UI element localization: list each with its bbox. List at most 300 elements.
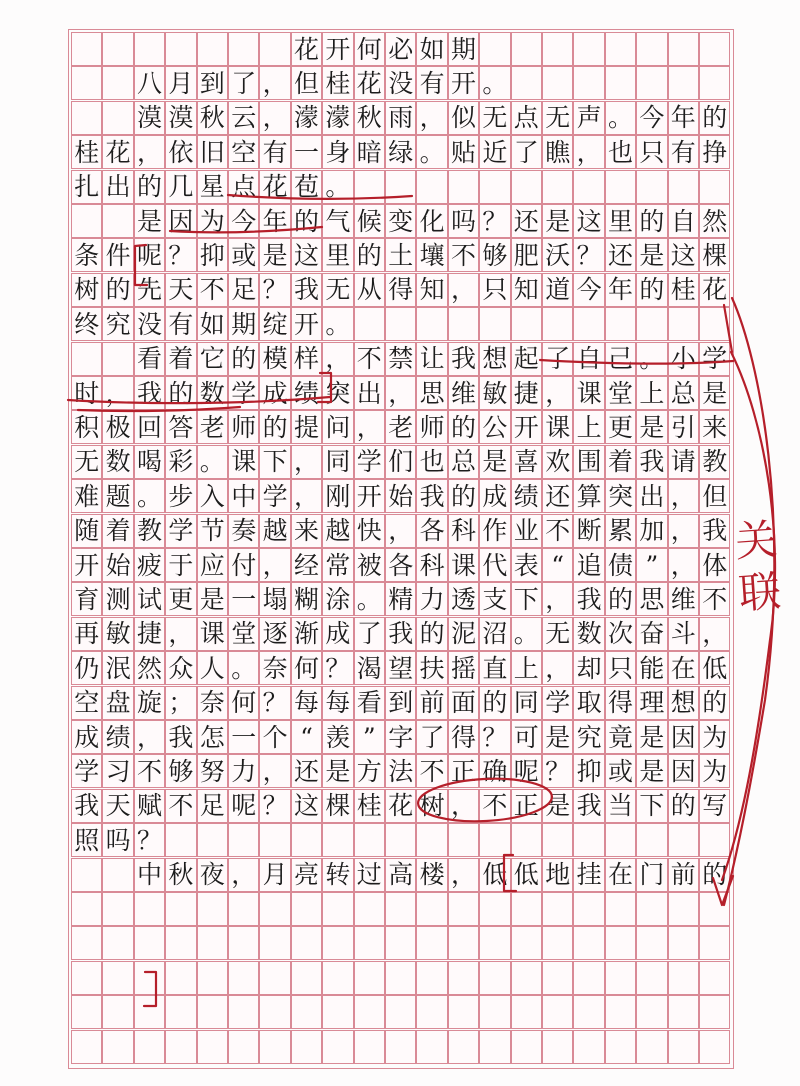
grid-cell	[197, 995, 228, 1029]
grid-cell	[416, 170, 447, 204]
grid-cell	[228, 823, 259, 857]
grid-cell	[511, 926, 542, 960]
grid-cell: 习	[102, 754, 133, 788]
grid-cell: ，	[542, 651, 573, 685]
grid-cell: 了	[354, 617, 385, 651]
grid-cell	[668, 926, 699, 960]
grid-cell: ，	[668, 479, 699, 513]
grid-cell: 问	[322, 410, 353, 444]
grid-row	[71, 479, 731, 513]
grid-cell	[511, 961, 542, 995]
grid-cell	[102, 995, 133, 1029]
grid-cell: 足	[228, 273, 259, 307]
grid-cell	[668, 892, 699, 926]
grid-cell: 人	[197, 651, 228, 685]
grid-cell: 出	[636, 479, 667, 513]
grid-cell: 为	[699, 754, 730, 788]
grid-cell: 学	[71, 754, 102, 788]
grid-row	[71, 754, 731, 788]
grid-cell: 科	[448, 514, 479, 548]
grid-cell	[699, 995, 730, 1029]
grid-cell	[448, 892, 479, 926]
grid-cell: 的	[354, 238, 385, 272]
grid-cell	[416, 1030, 447, 1064]
grid-cell: 抑	[197, 238, 228, 272]
grid-cell	[605, 66, 636, 100]
grid-cell	[165, 1030, 196, 1064]
grid-cell: 样	[291, 342, 322, 376]
grid-cell: 疲	[134, 548, 165, 582]
grid-cell: 引	[668, 410, 699, 444]
grid-cell: 众	[165, 651, 196, 685]
grid-cell: 的	[416, 617, 447, 651]
grid-cell: 。	[511, 617, 542, 651]
grid-cell	[699, 892, 730, 926]
grid-cell: 到	[385, 686, 416, 720]
grid-cell: 着	[605, 445, 636, 479]
grid-row	[71, 514, 731, 548]
grid-cell: 看	[134, 342, 165, 376]
grid-cell	[636, 1030, 667, 1064]
grid-cell: 数	[197, 376, 228, 410]
grid-cell: 提	[291, 410, 322, 444]
grid-cell	[542, 823, 573, 857]
grid-cell: 泥	[448, 617, 479, 651]
grid-row	[71, 170, 731, 204]
grid-cell: ，	[134, 135, 165, 169]
grid-cell: 依	[165, 135, 196, 169]
grid-cell: 成	[259, 376, 290, 410]
grid-cell	[134, 926, 165, 960]
grid-cell: 当	[605, 789, 636, 823]
grid-cell: 还	[291, 754, 322, 788]
grid-cell	[542, 1030, 573, 1064]
grid-cell	[605, 892, 636, 926]
grid-row	[71, 686, 731, 720]
grid-cell: 追	[573, 548, 604, 582]
grid-cell: 然	[134, 651, 165, 685]
grid-cell: ，	[385, 514, 416, 548]
grid-cell: 够	[165, 754, 196, 788]
grid-cell: 因	[668, 720, 699, 754]
grid-row	[71, 1030, 731, 1064]
grid-cell: 喜	[511, 445, 542, 479]
grid-cell: 还	[542, 479, 573, 513]
grid-cell: 。	[197, 445, 228, 479]
grid-cell: 还	[605, 238, 636, 272]
grid-cell: 开	[354, 479, 385, 513]
grid-cell: ？	[322, 651, 353, 685]
grid-cell: 沃	[542, 238, 573, 272]
grid-cell: 花	[385, 789, 416, 823]
grid-cell	[668, 307, 699, 341]
grid-row	[71, 204, 731, 238]
grid-cell: ，	[259, 66, 290, 100]
grid-cell: 学	[354, 445, 385, 479]
grid-row	[71, 32, 731, 66]
grid-cell: 高	[385, 858, 416, 892]
grid-cell: ，	[542, 376, 573, 410]
grid-cell: 债	[605, 548, 636, 582]
grid-cell: 各	[385, 548, 416, 582]
grid-cell	[542, 32, 573, 66]
grid-cell: 学	[259, 479, 290, 513]
grid-cell: ，	[699, 617, 730, 651]
grid-cell: 同	[511, 686, 542, 720]
grid-cell	[322, 823, 353, 857]
grid-cell: 的	[134, 170, 165, 204]
grid-cell: 想	[668, 686, 699, 720]
grid-cell	[573, 66, 604, 100]
grid-cell	[291, 995, 322, 1029]
grid-row	[71, 617, 731, 651]
grid-cell: 星	[197, 170, 228, 204]
grid-cell: 有	[165, 307, 196, 341]
grid-cell: 业	[511, 514, 542, 548]
grid-cell: 贴	[448, 135, 479, 169]
grid-cell: 科	[416, 548, 447, 582]
grid-cell: 方	[354, 754, 385, 788]
grid-cell: 的	[259, 410, 290, 444]
grid-cell	[354, 995, 385, 1029]
grid-cell: 。	[322, 170, 353, 204]
grid-cell: 想	[479, 342, 510, 376]
grid-cell: 绩	[291, 376, 322, 410]
grid-cell: 挣	[699, 135, 730, 169]
grid-cell	[354, 926, 385, 960]
grid-cell	[228, 892, 259, 926]
grid-cell	[291, 961, 322, 995]
grid-cell	[165, 961, 196, 995]
grid-cell: 云	[228, 101, 259, 135]
grid-row	[71, 376, 731, 410]
grid-cell: 加	[636, 514, 667, 548]
grid-cell	[71, 204, 102, 238]
grid-cell: ，	[448, 858, 479, 892]
grid-cell: 上	[636, 376, 667, 410]
grid-cell: 一	[228, 582, 259, 616]
grid-cell: 小	[668, 342, 699, 376]
grid-cell	[668, 823, 699, 857]
grid-cell: ”	[636, 548, 667, 582]
grid-cell: 体	[699, 548, 730, 582]
grid-cell: 再	[71, 617, 102, 651]
grid-cell: 今	[636, 101, 667, 135]
grid-cell: 摇	[448, 651, 479, 685]
grid-cell: 绽	[259, 307, 290, 341]
grid-cell: 。	[636, 342, 667, 376]
grid-cell: 不	[134, 754, 165, 788]
grid-cell: 步	[165, 479, 196, 513]
grid-cell	[511, 823, 542, 857]
grid-cell: 堂	[228, 617, 259, 651]
grid-cell	[102, 926, 133, 960]
grid-cell: 得	[605, 686, 636, 720]
grid-cell	[479, 170, 510, 204]
grid-cell: 课	[573, 376, 604, 410]
grid-cell: 濛	[322, 101, 353, 135]
grid-cell: 空	[228, 135, 259, 169]
grid-cell: 是	[259, 238, 290, 272]
grid-cell: ，	[354, 410, 385, 444]
grid-cell: 维	[448, 376, 479, 410]
grid-cell	[416, 926, 447, 960]
grid-cell: 先	[134, 273, 165, 307]
grid-cell	[605, 307, 636, 341]
grid-cell: 突	[605, 479, 636, 513]
grid-cell: 彩	[165, 445, 196, 479]
grid-cell	[448, 1030, 479, 1064]
grid-cell	[71, 926, 102, 960]
grid-cell: 。	[416, 135, 447, 169]
grid-cell: 今	[573, 273, 604, 307]
grid-cell: 旧	[197, 135, 228, 169]
grid-cell: 代	[479, 548, 510, 582]
grid-cell: 沼	[479, 617, 510, 651]
grid-cell: 仍	[71, 651, 102, 685]
grid-cell	[259, 892, 290, 926]
grid-cell: 也	[416, 445, 447, 479]
grid-cell: 糊	[291, 582, 322, 616]
grid-cell	[385, 961, 416, 995]
grid-cell: 奈	[259, 651, 290, 685]
grid-cell	[385, 926, 416, 960]
grid-cell	[573, 307, 604, 341]
grid-cell: 题	[102, 479, 133, 513]
grid-cell	[511, 892, 542, 926]
grid-cell: 近	[479, 135, 510, 169]
grid-cell	[71, 342, 102, 376]
grid-cell: 突	[322, 376, 353, 410]
grid-cell: 写	[699, 789, 730, 823]
grid-cell: 似	[448, 101, 479, 135]
grid-cell: 我	[385, 617, 416, 651]
grid-cell: 桂	[354, 789, 385, 823]
grid-cell: 或	[228, 238, 259, 272]
grid-cell: 件	[102, 238, 133, 272]
grid-cell	[573, 995, 604, 1029]
grid-cell	[134, 892, 165, 926]
grid-cell: 入	[197, 479, 228, 513]
grid-cell: 可	[511, 720, 542, 754]
grid-cell: 苞	[291, 170, 322, 204]
grid-cell	[416, 995, 447, 1029]
grid-cell: “	[542, 548, 573, 582]
grid-cell: 学	[699, 342, 730, 376]
grid-cell: 无	[542, 101, 573, 135]
grid-cell: 正	[511, 789, 542, 823]
grid-cell	[228, 926, 259, 960]
grid-cell: 中	[134, 858, 165, 892]
grid-cell: 面	[448, 686, 479, 720]
grid-cell: 无	[542, 617, 573, 651]
grid-cell: 怎	[197, 720, 228, 754]
grid-cell: 但	[291, 66, 322, 100]
grid-cell	[102, 892, 133, 926]
grid-cell: 节	[197, 514, 228, 548]
grid-cell: 个	[259, 720, 290, 754]
grid-cell: 声	[573, 101, 604, 135]
grid-cell	[71, 101, 102, 135]
grid-cell: 字	[385, 720, 416, 754]
grid-cell: 却	[573, 651, 604, 685]
grid-cell: 有	[259, 135, 290, 169]
grid-cell: 如	[197, 307, 228, 341]
grid-cell	[636, 66, 667, 100]
grid-cell	[71, 892, 102, 926]
grid-cell: ？	[259, 273, 290, 307]
grid-row	[71, 651, 731, 685]
grid-cell: 了	[228, 66, 259, 100]
grid-cell: 是	[479, 445, 510, 479]
grid-cell	[699, 961, 730, 995]
grid-row	[71, 342, 731, 376]
grid-cell	[71, 32, 102, 66]
grid-cell: 暗	[354, 135, 385, 169]
grid-cell: 濛	[291, 101, 322, 135]
grid-cell	[71, 1030, 102, 1064]
grid-row	[71, 307, 731, 341]
grid-cell	[636, 892, 667, 926]
grid-cell: 的	[479, 686, 510, 720]
grid-cell	[291, 926, 322, 960]
grid-cell	[479, 892, 510, 926]
grid-cell	[134, 995, 165, 1029]
grid-cell	[102, 342, 133, 376]
grid-cell: 确	[479, 754, 510, 788]
grid-cell: 试	[134, 582, 165, 616]
grid-cell: 照	[71, 823, 102, 857]
grid-cell	[511, 32, 542, 66]
grid-cell: 得	[385, 273, 416, 307]
grid-cell: 的	[699, 858, 730, 892]
grid-cell: 还	[511, 204, 542, 238]
grid-cell: 支	[479, 582, 510, 616]
grid-cell: 树	[416, 789, 447, 823]
grid-cell: 桂	[322, 66, 353, 100]
grid-cell: 无	[479, 101, 510, 135]
grid-cell: 努	[197, 754, 228, 788]
grid-cell	[71, 961, 102, 995]
grid-cell	[354, 823, 385, 857]
grid-cell	[322, 995, 353, 1029]
grid-cell: 渐	[291, 617, 322, 651]
grid-cell: 知	[416, 273, 447, 307]
grid-cell: 总	[668, 376, 699, 410]
grid-cell: 堂	[605, 376, 636, 410]
grid-cell	[416, 892, 447, 926]
grid-cell: 应	[197, 548, 228, 582]
grid-cell	[385, 995, 416, 1029]
grid-cell: 有	[668, 135, 699, 169]
grid-cell	[448, 823, 479, 857]
grid-cell: 花	[699, 273, 730, 307]
manuscript-grid	[71, 32, 731, 1064]
grid-cell: 得	[448, 720, 479, 754]
grid-cell: 断	[573, 514, 604, 548]
grid-cell: 积	[71, 410, 102, 444]
grid-cell: 法	[385, 754, 416, 788]
grid-cell: 绿	[385, 135, 416, 169]
grid-cell: 思	[416, 376, 447, 410]
grid-cell	[197, 892, 228, 926]
grid-cell: 知	[511, 273, 542, 307]
grid-cell: 越	[322, 514, 353, 548]
grid-cell	[259, 823, 290, 857]
grid-cell	[385, 170, 416, 204]
grid-cell	[479, 961, 510, 995]
grid-cell	[416, 307, 447, 341]
grid-cell	[71, 995, 102, 1029]
grid-cell: 变	[385, 204, 416, 238]
grid-cell: 课	[448, 548, 479, 582]
grid-cell: 里	[605, 204, 636, 238]
grid-cell: 快	[354, 514, 385, 548]
grid-cell: 上	[573, 410, 604, 444]
grid-cell: 壤	[416, 238, 447, 272]
grid-cell: ，	[165, 617, 196, 651]
grid-cell	[479, 823, 510, 857]
grid-cell: 这	[668, 238, 699, 272]
grid-cell: 学	[165, 514, 196, 548]
grid-cell: 不	[699, 582, 730, 616]
grid-cell: 吗	[102, 823, 133, 857]
grid-cell: 不	[416, 754, 447, 788]
grid-cell: 在	[605, 858, 636, 892]
grid-cell: 然	[699, 204, 730, 238]
grid-cell	[699, 1030, 730, 1064]
grid-cell: 下	[259, 445, 290, 479]
grid-cell: 过	[354, 858, 385, 892]
grid-cell	[322, 1030, 353, 1064]
grid-cell: 更	[605, 410, 636, 444]
grid-cell	[197, 1030, 228, 1064]
grid-cell: 我	[71, 789, 102, 823]
grid-cell: 捷	[511, 376, 542, 410]
grid-cell: 的	[668, 789, 699, 823]
grid-cell	[479, 926, 510, 960]
grid-cell	[259, 995, 290, 1029]
grid-row	[71, 858, 731, 892]
grid-cell: 更	[165, 582, 196, 616]
grid-cell: 涂	[322, 582, 353, 616]
grid-cell	[102, 32, 133, 66]
grid-cell	[573, 823, 604, 857]
grid-cell	[699, 66, 730, 100]
grid-cell	[605, 961, 636, 995]
grid-cell: 这	[291, 238, 322, 272]
grid-cell: 被	[354, 548, 385, 582]
grid-cell	[479, 1030, 510, 1064]
grid-cell	[479, 995, 510, 1029]
grid-cell: 因	[165, 204, 196, 238]
grid-cell: 师	[416, 410, 447, 444]
grid-cell: 的	[448, 479, 479, 513]
grid-cell: 扶	[416, 651, 447, 685]
grid-cell: ？	[259, 789, 290, 823]
grid-cell: 我	[573, 582, 604, 616]
grid-cell	[573, 926, 604, 960]
grid-cell	[197, 32, 228, 66]
grid-cell: 下	[511, 582, 542, 616]
grid-cell: 开	[291, 307, 322, 341]
grid-cell: 理	[636, 686, 667, 720]
grid-cell: 塌	[259, 582, 290, 616]
grid-cell: 着	[165, 342, 196, 376]
grid-cell: 开	[448, 66, 479, 100]
grid-cell: 成	[322, 617, 353, 651]
grid-cell: 越	[259, 514, 290, 548]
